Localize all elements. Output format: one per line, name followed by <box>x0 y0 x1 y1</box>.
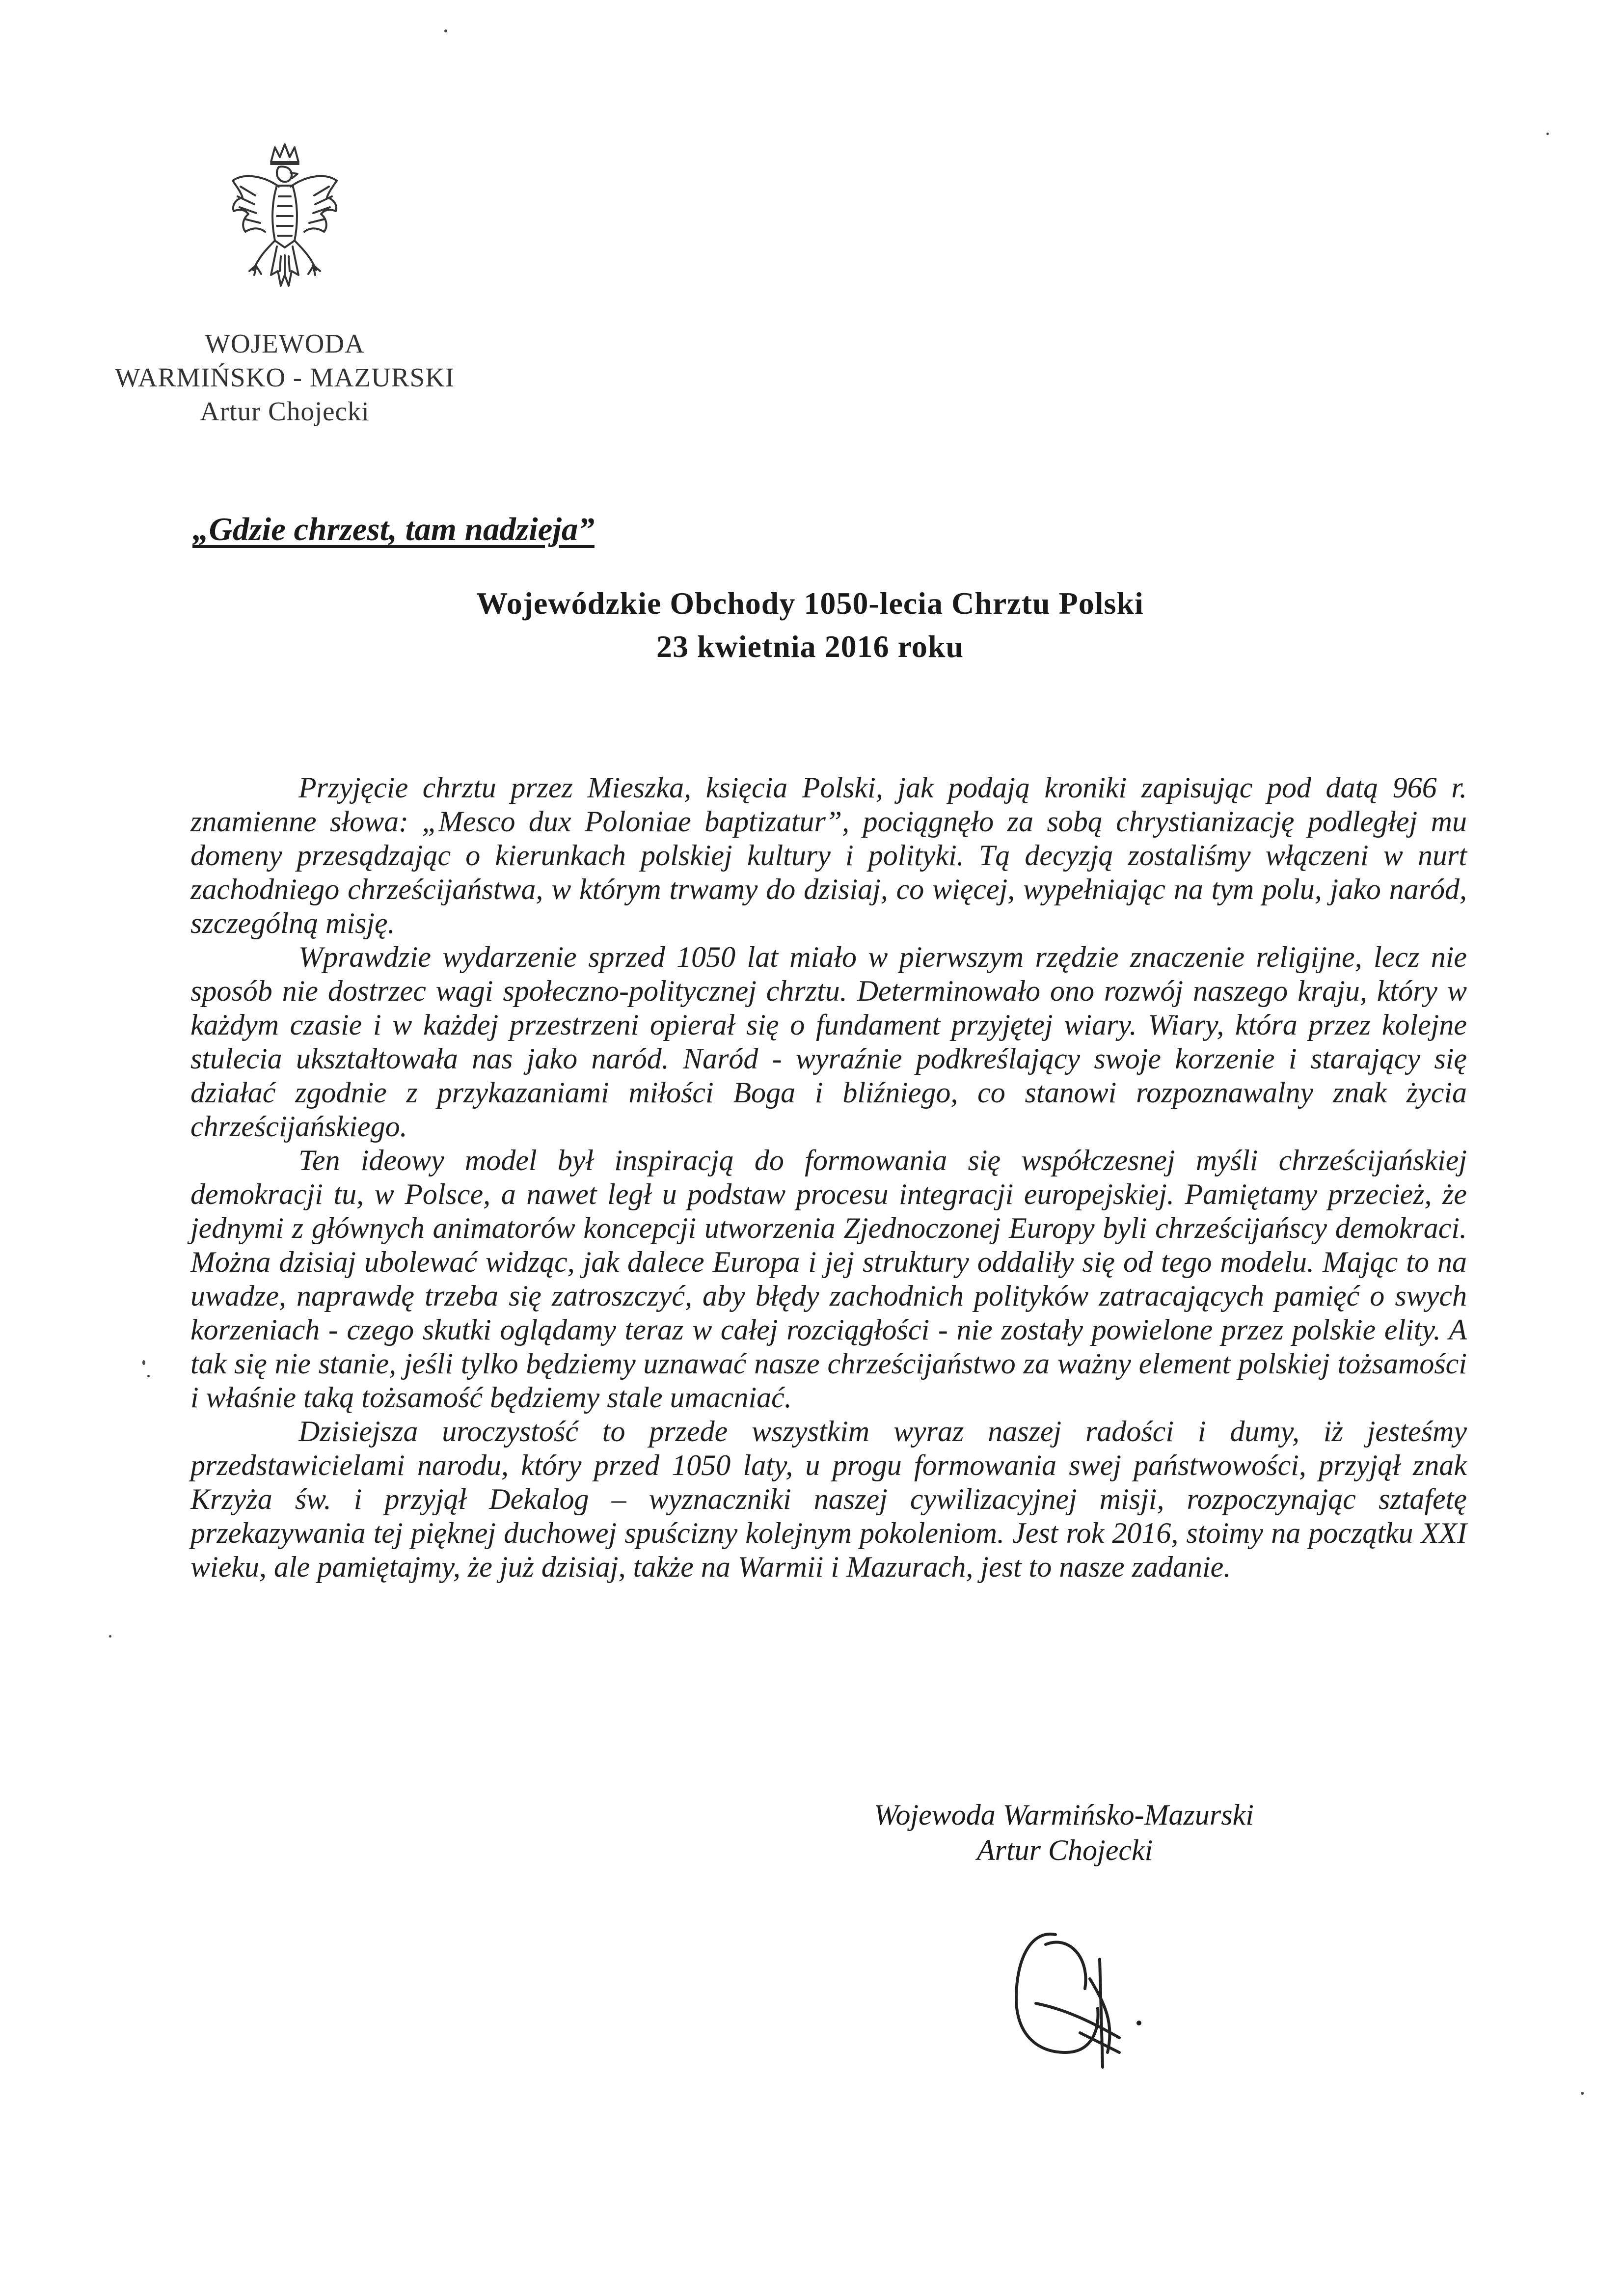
signature-block <box>874 1797 1414 1868</box>
scan-speck <box>147 1375 150 1377</box>
scan-speck <box>109 1635 111 1638</box>
title-line-1: Wojewódzkie Obchody 1050-lecia Chrztu Polski <box>476 586 1144 621</box>
body-paragraph: Przyjęcie chrztu przez Mieszka, księcia Polski, jak podają kroniki zapisując pod datą 966 r. znamienne słowa: „Mesco dux Poloniae baptizatur”, pociągnęło za sobą chrystianizację podległej mu domeny przesądzając o kierunkach polskiej kultury i polityki. Tą decyzją zostaliśmy włączeni w nurt zachodniego chrześcijaństwa, w którym trwamy do dzisiaj, co więcej, wypełniając na tym polu, jako naród, szczególną misję. <box>190 771 1467 939</box>
motto-heading: „Gdzie chrzest, tam nadzieja” <box>192 511 595 547</box>
scan-speck <box>142 1360 145 1365</box>
polish-eagle-emblem-icon <box>226 142 344 329</box>
document-title <box>245 582 1375 668</box>
title-date: 23 kwietnia 2016 roku <box>656 629 964 664</box>
office-header <box>108 327 461 428</box>
office-title: WOJEWODA <box>205 328 365 358</box>
office-region: WARMIŃSKO - MAZURSKI <box>114 362 455 392</box>
body-paragraph: Dzisiejsza uroczystość to przede wszystkim wyraz naszej radości i dumy, iż jesteśmy przedstawicielami narodu, który przed 1050 laty, u progu formowania swej państwowości, przyjął znak Krzyża św. i przyjął Dekalog – wyznaczniki naszej cywilizacyjnej misji, rozpoczynając sztafetę przekazywania tej pięknej duchowej spuścizny kolejnym pokoleniom. Jest rok 2016, stoimy na początku XXI wieku, ale pamiętajmy, że już dzisiaj, także na Warmii i Mazurach, jest to nasze zadanie. <box>190 1415 1467 1583</box>
scan-speck <box>1546 133 1549 135</box>
signatory-title: Wojewoda Warmińsko-Mazurski <box>874 1799 1254 1831</box>
body-paragraph: Wprawdzie wydarzenie sprzed 1050 lat miało w pierwszym rzędzie znaczenie religijne, lecz nie sposób nie dostrzec wagi społeczno-politycznej chrztu. Determinowało ono rozwój naszego kraju, który w każdym czasie i w każdej przestrzeni opierał się o fundament przyjętej wiary. Wiary, która przez kolejne stulecia ukształtowała nas jako naród. Naród - wyraźnie podkreślający swoje korzenie i starający się działać zgodnie z przykazaniami miłości Boga i bliźniego, co stanowi rozpoznawalny znak życia chrześcijańskiego. <box>190 941 1467 1143</box>
body-paragraph: Ten ideowy model był inspiracją do formowania się współczesnej myśli chrześcijańskiej demokracji tu, w Polsce, a nawet legł u podstaw procesu integracji europejskiej. Pamiętamy przecież, że jednymi z głównych animatorów koncepcji utworzenia Zjednoczonej Europy byli chrześcijańscy demokraci. Można dzisiaj ubolewać widząc, jak dalece Europa i jej struktury oddaliły się od tego modelu. Mając to na uwadze, naprawdę trzeba się zatroszczyć, aby błędy zachodnich polityków zatracających pamięć o swych korzeniach - czego skutki oglądamy teraz w całej rozciągłości - nie zostały powielone przez polskie elity. A tak się nie stanie, jeśli tylko będziemy uznawać nasze chrześcijaństwo za ważny element polskiej tożsamości i właśnie taką tożsamość będziemy stale umacniać. <box>190 1144 1467 1414</box>
scan-speck <box>444 29 447 32</box>
letter-body <box>190 771 1467 1584</box>
signatory-name: Artur Chojecki <box>977 1834 1153 1866</box>
office-holder-name: Artur Chojecki <box>200 396 370 426</box>
scan-speck <box>1581 2092 1584 2095</box>
handwritten-signature-icon <box>992 1905 1178 2092</box>
